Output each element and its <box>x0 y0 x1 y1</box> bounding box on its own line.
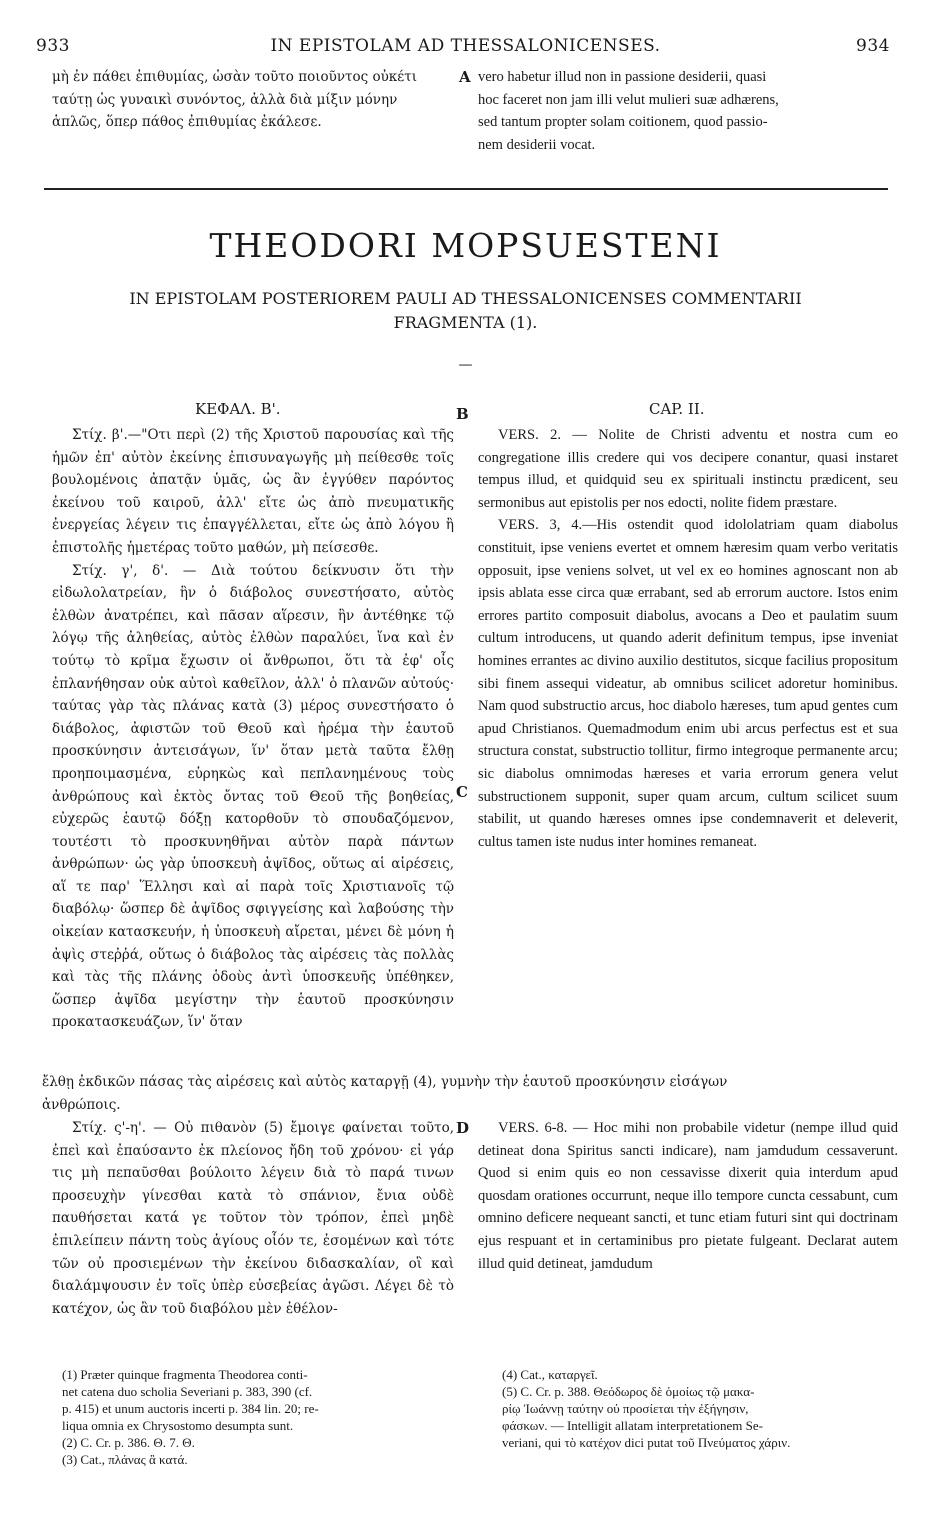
latin-paragraph: VERS. 3, 4.—His ostendit quod idololatriam quam diabolus constituit, ipse veniens evertet et omnem hæresim quam verbo veritatis opposuit, ipse veniens solvet, ut vel ex eo homines agnoscant non ab ipsis ablata esse circa quæ errabant, sed ab errorum auctore. Istos enim errores partito composuit diabolus, avocans a Deo et paulatim suum cultum introducens, ut quando aderit definitum tempus, ipse inveniat homines errantes ac divino auxilio destitutos, sicque facilius propositum sibi finem assequi videatur, ab omnibus scilicet adoretur hominibus. Nam quod substructio arcus, hoc diabolo hæreses, tum apud gentes cum apud Christianos. Quemadmodum enim ubi arcus perfectus est et sua structura constat, substructio tollitur, firmo integroque permanente arcu; sic diabolus omnimodas hæreses et varia errorum genera velut substructionem supponit, super quam arcum, cultum scilicet suum stabilit, ut quando hæreses omnes ipse condemnaverit et deleverit, cultus tamen iste nudus inter homines remaneat. <box>478 517 898 850</box>
bottom-latin-column <box>478 1117 898 1347</box>
margin-letter-c: C <box>456 783 468 801</box>
top-greek-line: ταύτῃ ὡς γυναικὶ συνόντος, ἀλλὰ διὰ μίξιν μόνην <box>52 91 398 108</box>
footnote-line: (2) C. Cr. p. 386. Θ. 7. Θ. <box>62 1435 195 1450</box>
footnote-line: net catena duo scholia Severiani p. 383, 390 (cf. <box>62 1384 313 1399</box>
top-latin-line: nem desiderii vocat. <box>478 136 596 153</box>
footnote-line: (4) Cat., καταργεῖ. <box>502 1367 598 1382</box>
margin-letter-d: D <box>456 1119 470 1137</box>
footnote-line: φάσκων. — Intelligit allatam interpretationem Se- <box>502 1418 763 1433</box>
latin-column <box>478 424 898 1069</box>
top-latin-line: hoc faceret non jam illi velut mulieri suæ adhærens, <box>478 91 779 108</box>
page-number-left: 933 <box>36 36 70 56</box>
footnotes-right <box>502 1366 902 1451</box>
footnote-line: p. 415) et unum auctoris incerti p. 384 lin. 20; re- <box>62 1401 319 1416</box>
running-title: IN EPISTOLAM AD THESSALONICENSES. <box>270 36 661 56</box>
footnote-line: ρίῳ Ἰωάννῃ ταύτην οὐ προσίεται τὴν ἐξήγησιν, <box>502 1401 749 1416</box>
bottom-greek-column <box>52 1117 454 1347</box>
top-greek-line: ἁπλῶς, ὅπερ πάθος ἐπιθυμίας ἐκάλεσε. <box>52 114 322 131</box>
footnotes-left <box>62 1366 462 1468</box>
full-greek-line: ἀνθρώποις. <box>42 1096 121 1113</box>
latin-paragraph: VERS. 6-8. — Hoc mihi non probabile videtur (nempe illud quid detineat dona Spiritus sancti indicare), nam jamdudum cessaverunt. Quod si enim quis eo non cessavisse dixerit quia interdum apud quosdam orationes occurrunt, neque illo tempore cuncta cessabunt, cum omnino deficere nequeant sancti, et tunc etiam futuri sint qui doctrinam ejus respuant et in certaminibus pro pietate fulgeant. Declarat autem illud quid detineat, jamdudum <box>478 1120 898 1272</box>
work-title: THEODORI MOPSUESTENI <box>209 226 722 265</box>
title-dash: — <box>458 357 473 373</box>
latin-paragraph: VERS. 2. — Nolite de Christi adventu et nostra cum eo congregatione illis credere qui vos decipere conantur, quasi instaret tempus illud, et quidquid seu ex spirituali instinctu prædicent, seu sermonibus aut epistolis per nos edocti, nolite fidem præstare. <box>478 427 898 511</box>
footnote-line: (5) C. Cr. p. 388. Θεόδωρος δὲ ὁμοίως τῷ μακα- <box>502 1384 755 1399</box>
full-greek-line: ἔλθῃ ἐκδικῶν πάσας τὰς αἱρέσεις καὶ αὐτὸς καταργῇ (4), γυμνὴν τὴν ἑαυτοῦ προσκύνησιν εἰσάγων <box>42 1074 728 1090</box>
greek-paragraph: Στίχ. ς'-η'. — Οὐ πιθανὸν (5) ἔμοιγε φαίνεται τοῦτο, ἐπεὶ καὶ ἐπαύσαντο ἐκ πλείονος ἤδη τοῦ χρόνου· εἰ γάρ τις μὴ πεπαῦσθαι βούλοιτο λέγειν διὰ τὸ παρά τινων προσευχὴν γίνεσθαι κατὰ τὸ σπάνιον, ἔνια οὐδὲ παυθήσεται κατά γε τοῦτον τὸν τρόπον, ἐπεὶ μηδὲ ἐπιλείπειν πάντη τοὺς ἁγίους οἷόν τε, ἐσομένων καὶ τότε τῶν οὐ προσιεμένων τὴν ἐκείνου διδασκαλίαν, οἳ καὶ διαλάμψουσιν ἐν τοῖς ὑπὲρ εὐσεβείας ἀγῶσι. Λέγει δὲ τὸ κατέχον, ὡς ἂν τοῦ διαβόλου μὲν ἐθέλον- <box>52 1120 454 1317</box>
margin-letter-b: B <box>456 405 469 423</box>
top-greek-block <box>52 66 452 134</box>
greek-paragraph: Στίχ. γ', δ'. — Διὰ τούτου δείκνυσιν ὅτι τὴν εἰδωλολατρείαν, ἣν ὁ διάβολος συνεστήσατο, αὐτὸς ἐλθὼν ἀνατρέπει, καὶ πᾶσαν αἵρεσιν, ἣν ἀντέθηκε τῷ λόγῳ τῆς ἀληθείας, αὐτὸς ἐλθὼν παραλύει, ἵνα καὶ ἐν τούτῳ τὸ κρῖμα ἔχωσιν οἱ ἄνθρωποι, ὅτι τὰ ἐφ' οἷς ἐπλανήθησαν οὐκ αὐτοὶ καθεῖλον, ἀλλ' ὁ πλανῶν αὐτούς· ταύτας γὰρ τὰς πλάνας κατὰ (3) μέρος συνεστήσατο ὁ διάβολος, ἀφιστῶν τοῦ Θεοῦ καὶ ἠρέμα τὴν ἑαυτοῦ προσκύνησιν ἀντεισάγων, ἵν' ὅταν μετὰ ταῦτα ἔλθῃ προηποιμασμένα, εὑρηκὼς καὶ πεπλανημένους τοὺς ἀνθρώπους καὶ ἐκτὸς ὄντας τοῦ Θεοῦ τῆς βοηθείας, εὐχερῶς ἑαυτῷ δόξῃ κατορθοῦν τὸ σπουδαζόμενον, τουτέστι τὸ προσκυνηθῆναι αὐτὸν παρὰ πάντων ἀνθρώπων· ὡς γὰρ ὑποσκευὴ ἀψῖδος, οὕτως αἱ αἱρέσεις, αἵ τε παρ' Ἕλλησι καὶ αἱ παρὰ τοῖς Χριστιανοῖς τῷ διαβόλῳ· ὥσπερ δὲ ἀψῖδος σφιγγείσης καὶ λαβούσης τὴν οἰκείαν κατασκευήν, ἡ ὑποσκευὴ αἴρεται, μένει δὲ μόνη ἡ ἀψὶς στεῤῥά, οὕτως ὁ διάβολος τὰς αἱρέσεις τὰς πολλὰς καὶ τὰς τῆς πλάνης ὁδοὺς ἀντὶ ὑποσκευῆς ὑπέθηκεν, ὥσπερ ἀψῖδα μεγίστην τὴν ἑαυτοῦ προσκύνησιν προκατασκευάζων, ἵν' ὅταν <box>52 562 454 1031</box>
top-latin-block <box>478 66 898 156</box>
section-divider <box>44 188 888 190</box>
page-number-right: 934 <box>856 36 890 56</box>
greek-column <box>52 424 454 1069</box>
greek-paragraph: Στίχ. β'.—"Οτι περὶ (2) τῆς Χριστοῦ παρουσίας καὶ τῆς ἡμῶν ἐπ' αὐτὸν ἐκείνης ἐπισυναγωγῆς μὴ πείθεσθε τοῖς βουλομένοις ἀπατᾷν ὑμᾶς, ὡς ἂν ἐγγύθεν παρόντος ἐκείνου τοῦ καιροῦ, ἀλλ' εἴτε ὡς ἀπὸ πνευματικῆς ἐνεργείας λέγειν τις ἐπαγγέλλεται, εἴτε ὡς ἀπὸ λόγου ἢ ἐπιστολῆς ἡμετέρας τοῦτο μαθών, μὴ πείσεσθε. <box>52 427 454 556</box>
greek-chapter-heading: ΚΕΦΑΛ. Β'. <box>195 400 281 418</box>
top-greek-line: μὴ ἐν πάθει ἐπιθυμίας, ὡσὰν τοῦτο ποιοῦντος οὐκέτι <box>52 69 418 85</box>
margin-letter-a: A <box>459 68 471 86</box>
work-subtitle-2: FRAGMENTA (1). <box>393 313 538 332</box>
footnote-line: liqua omnia ex Chrysostomo desumpta sunt. <box>62 1418 294 1433</box>
top-latin-line: vero habetur illud non in passione desiderii, quasi <box>478 69 767 85</box>
footnote-line: (1) Præter quinque fragmenta Theodorea conti- <box>62 1367 308 1382</box>
footnote-line: (3) Cat., πλάνας ἃ κατά. <box>62 1452 188 1467</box>
latin-chapter-heading: CAP. II. <box>649 400 705 418</box>
full-width-greek <box>42 1071 902 1116</box>
top-latin-line: sed tantum propter solam coitionem, quod passio- <box>478 114 768 131</box>
footnote-line: veriani, qui τὸ κατέχον dici putat τοῦ Πνεύματος χάριν. <box>502 1435 791 1450</box>
work-subtitle: IN EPISTOLAM POSTERIOREM PAULI AD THESSALONICENSES COMMENTARII <box>129 289 802 308</box>
